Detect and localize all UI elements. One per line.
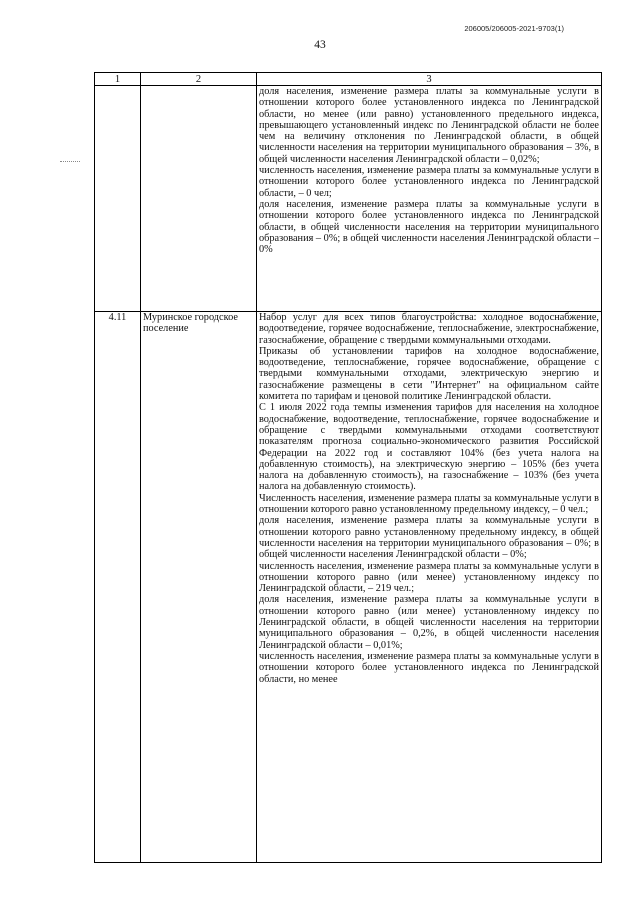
tariff-table <box>94 72 602 863</box>
column-header-1: 1 <box>95 73 141 86</box>
paragraph: численность населения, изменение размера платы за коммунальные услуги в отношении которого более установленного индекса по Ленинградской области, но менее <box>259 650 599 685</box>
paragraph: доля населения, изменение размера платы за коммунальные услуги в отношении которого равно (или менее) установленному индексу по Ленинградской области, в общей численности населения на территории муниципального образования – 0,2%, в общей численности населения Ленинградской области – 0,01%; <box>259 594 599 651</box>
row-number-cell: 4.11 <box>95 312 141 863</box>
paragraph: С 1 июля 2022 года темпы изменения тарифов для населения на холодное водоснабжение, водоотведение, теплоснабжение, горячее водоснабжение и обращение с твердыми коммунальными отходами соответствуют показателям прогноза социально-экономического развития Российской Федерации на 2022 год и составляют 104% (без учета налога на добавленную стоимость), на электрическую энергию – 105% (без учета налога на добавленную стоимость), на газоснабжение – 103% (без учета налога на добавленную стоимость). <box>259 402 599 493</box>
paragraph: Приказы об установлении тарифов на холодное водоснабжение, водоотведение, теплоснабжение, горячее водоснабжение, обращение с твердыми коммунальными отходами, электрическую энергию и газоснабжение размещены в сети "Интернет" на официальном сайте комитета по тарифам и ценовой политике Ленинградской области. <box>259 345 599 403</box>
paragraph: Набор услуг для всех типов благоустройства: холодное водоснабжение, водоотведение, горячее водоснабжение, теплоснабжение, электроснабжение, газоснабжение, обращение с твердыми коммунальными отходами. <box>259 312 599 346</box>
column-header-2: 2 <box>141 73 257 86</box>
column-header-3: 3 <box>257 73 602 86</box>
paragraph: численность населения, изменение размера платы за коммунальные услуги в отношении которого равно (или менее) установленному индексу по Ленинградской области, – 219 чел.; <box>259 560 599 595</box>
paragraph: доля населения, изменение размера платы за коммунальные услуги в отношении которого равно установленному предельному индексу, в общей численности населения на территории муниципального образования – 0%; в общей численности населения Ленинградской области – 0%; <box>259 515 599 561</box>
municipality-cell: Муринское городское поселение <box>141 312 257 863</box>
paragraph: численность населения, изменение размера платы за коммунальные услуги в отношении которого более установленного индекса по Ленинградской области, – 0 чел; <box>259 165 599 199</box>
margin-mark <box>60 161 80 162</box>
document-code: 206005/206005-2021-9703(1) <box>464 24 564 33</box>
table-row <box>95 86 602 312</box>
table-header-row <box>95 73 602 86</box>
row-number-cell <box>95 86 141 312</box>
paragraph: Численность населения, изменение размера платы за коммунальные услуги в отношении которого равно установленному предельному индексу, – 0 чел.; <box>259 492 599 516</box>
paragraph: доля населения, изменение размера платы за коммунальные услуги в отношении которого более установленного индекса по Ленинградской области, но менее (или равно) установленного предельного индекса, превышающего установленный индекс по Ленинградской области не более чем на величину отклонения по Ленинградской области, в общей численности населения на территории муниципального образования – 3%, в общей численности населения Ленинградской области – 0,02%; <box>259 86 599 165</box>
paragraph: доля населения, изменение размера платы за коммунальные услуги в отношении которого более установленного индекса по Ленинградской области, в общей численности населения на территории муниципального образования – 0%; в общей численности населения Ленинградской области – 0% <box>259 198 599 256</box>
description-cell <box>257 86 602 312</box>
table-row <box>95 312 602 863</box>
page-number: 43 <box>314 39 326 51</box>
municipality-cell <box>141 86 257 312</box>
description-cell <box>257 312 602 863</box>
